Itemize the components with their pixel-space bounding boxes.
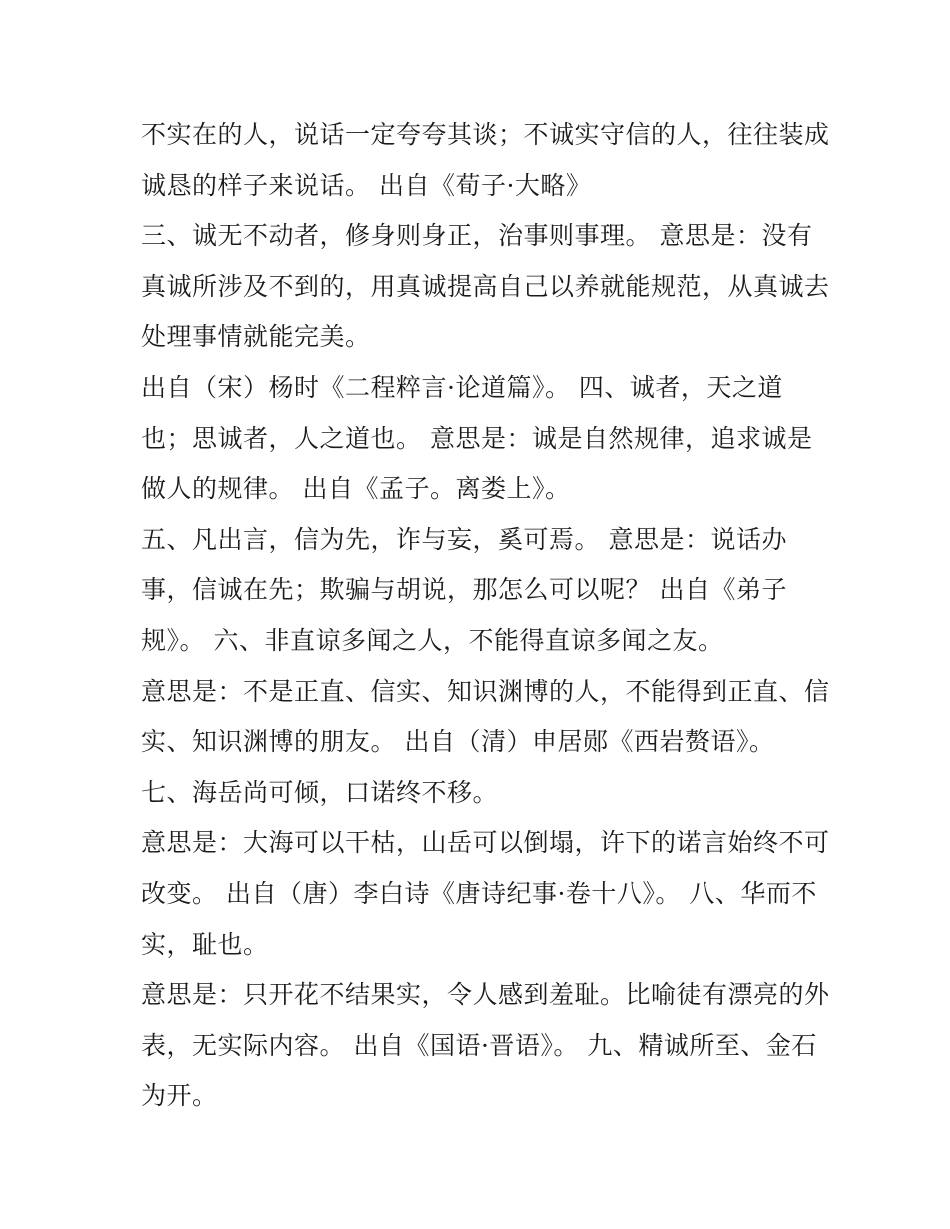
text-line: 五、凡出言，信为先，诈与妄，奚可焉。 意思是：说话办: [141, 524, 787, 554]
text-line: 意思是：大海可以干枯，山岳可以倒塌，许下的诺言始终不可: [141, 828, 830, 858]
text-line: 做人的规律。 出自《孟子。离娄上》。: [141, 474, 571, 504]
text-line: 处理事情就能完美。: [141, 322, 371, 352]
text-line: 意思是：只开花不结果实，令人感到羞耻。比喻徒有漂亮的外: [141, 980, 830, 1010]
body-text: [141, 110, 830, 1122]
text-line: 真诚所涉及不到的，用真诚提高自己以养就能规范，从真诚去: [141, 271, 830, 301]
text-line: 三、诚无不动者，修身则身正，治事则事理。 意思是：没有: [141, 221, 813, 251]
text-line: 不实在的人，说话一定夸夸其谈；不诚实守信的人，往往装成: [141, 120, 830, 149]
text-line: 事，信诚在先；欺骗与胡说，那怎么可以呢？ 出自《弟子: [141, 575, 787, 605]
text-line: 为开。: [141, 1081, 218, 1111]
text-line: 诚恳的样子来说话。 出自《荀子·大略》: [141, 170, 592, 200]
text-line: 实、知识渊博的朋友。 出自（清）申居郧《西岩赘语》。: [141, 727, 775, 757]
text-line: 也；思诚者，人之道也。 意思是：诚是自然规律，追求诚是: [141, 423, 813, 453]
text-line: 出自（宋）杨时《二程粹言·论道篇》。 四、诚者，天之道: [141, 372, 783, 402]
text-line: 实，耻也。: [141, 929, 269, 959]
text-line: 意思是：不是正直、信实、知识渊博的人，不能得到正直、信: [141, 676, 830, 706]
text-line: 表，无实际内容。 出自《国语·晋语》。 九、精诚所至、金石: [141, 1030, 817, 1060]
text-line: 七、海岳尚可倾，口诺终不移。: [141, 777, 499, 807]
text-line: 规》。 六、非直谅多闻之人，不能得直谅多闻之友。: [141, 625, 724, 655]
text-line: 改变。 出自（唐）李白诗《唐诗纪事·卷十八》。 八、华而不: [141, 878, 817, 908]
